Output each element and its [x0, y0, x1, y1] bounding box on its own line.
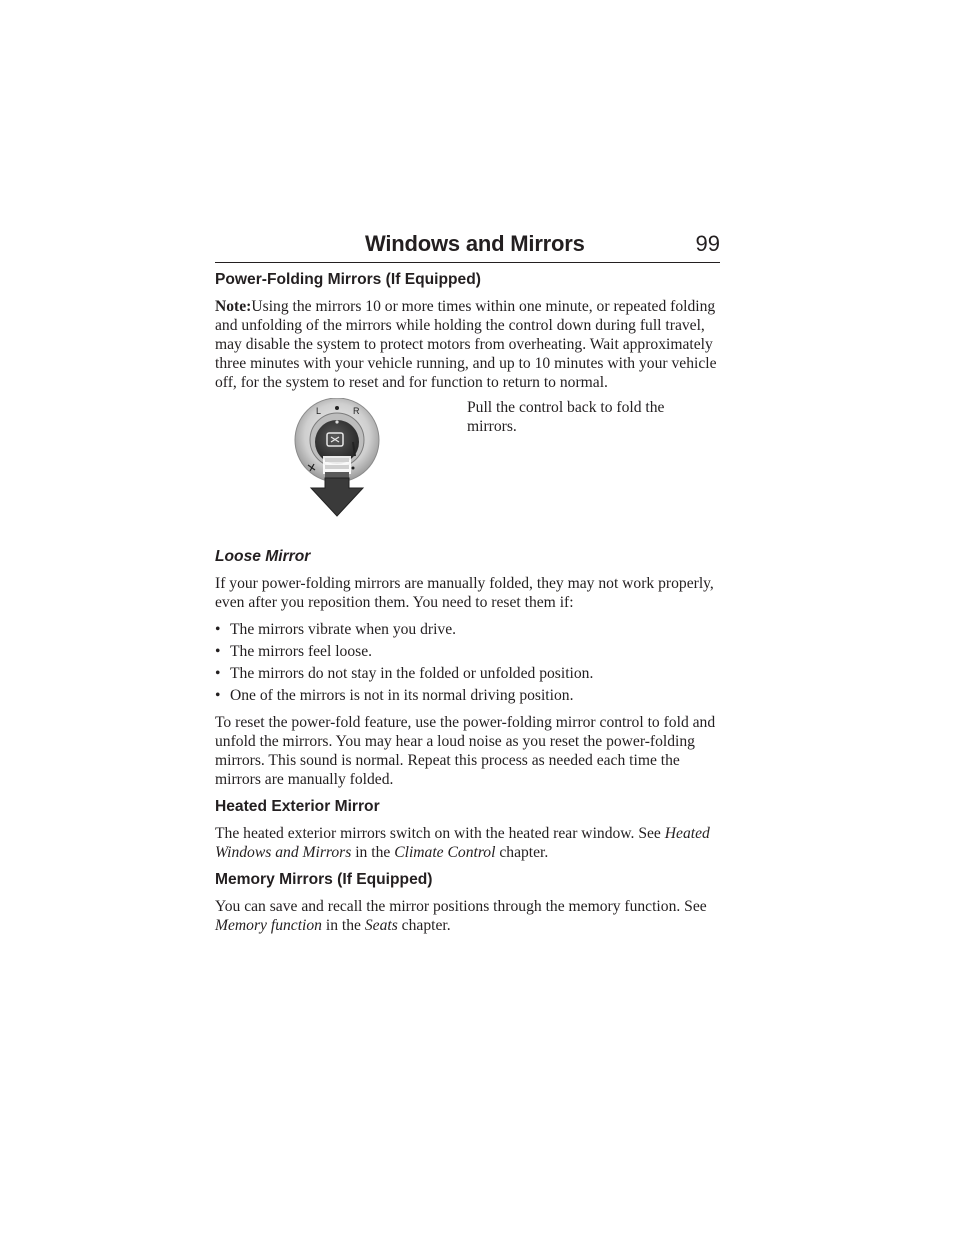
list-item-text: The mirrors do not stay in the folded or unfolded position. — [230, 665, 594, 682]
bullet: • — [215, 621, 221, 638]
section-heading-heated-mirror: Heated Exterior Mirror — [215, 798, 380, 815]
memory-mirrors-paragraph — [215, 897, 725, 935]
label-right: R — [353, 406, 360, 416]
page-header — [215, 228, 720, 263]
heated-mirror-paragraph — [215, 824, 725, 862]
note-label: Note: — [215, 298, 252, 315]
reset-paragraph: To reset the power-fold feature, use the power-folding mirror control to fold and unfold the mirrors. You may hear a loud noise as you reset the power-folding mirrors. This sound is normal. Repeat this process as needed each time the mirrors are manually folded. — [215, 714, 716, 788]
page-content — [215, 270, 725, 943]
chapter-reference: Seats — [364, 917, 398, 934]
section-heading-power-folding: Power-Folding Mirrors (If Equipped) — [215, 271, 481, 288]
text-run: You can save and recall the mirror positions through the memory function. See — [215, 898, 707, 915]
bullet: • — [215, 643, 221, 660]
section-heading-loose-mirror: Loose Mirror — [215, 548, 311, 565]
text-run: in the — [351, 844, 395, 861]
list-item — [215, 686, 725, 705]
section-heading-memory-mirrors: Memory Mirrors (If Equipped) — [215, 871, 433, 888]
list-item-text: The mirrors vibrate when you drive. — [230, 621, 457, 638]
page-number: 99 — [695, 231, 720, 256]
loose-mirror-list — [215, 620, 725, 705]
cross-reference: Heated Windows and Mirrors — [215, 825, 710, 861]
list-item — [215, 620, 725, 639]
cross-reference: Memory function — [215, 917, 322, 934]
bullet: • — [215, 687, 221, 704]
bullet: • — [215, 665, 221, 682]
text-run: chapter. — [397, 917, 451, 934]
mirror-control-illustration — [293, 398, 385, 520]
note-text: Using the mirrors 10 or more times within one minute, or repeated folding and unfolding of the mirrors while holding the control down during full travel, may disable the system to protect motors from overheating. Wait approximately three minutes with your vehicle running, and up to 10 minutes with your vehicle off, for the system to reset and for function to return to normal. — [215, 298, 717, 391]
figure-row — [215, 398, 725, 538]
figure-caption: Pull the control back to fold the mirrors. — [467, 399, 665, 435]
chapter-title: Windows and Mirrors — [365, 231, 585, 256]
note-paragraph — [215, 297, 725, 392]
chapter-reference: Climate Control — [394, 844, 496, 861]
text-run: The heated exterior mirrors switch on with the heated rear window. See — [215, 825, 665, 842]
list-item-text: One of the mirrors is not in its normal driving position. — [230, 687, 574, 704]
text-run: in the — [321, 917, 365, 934]
list-item — [215, 664, 725, 683]
list-item — [215, 642, 725, 661]
label-left: L — [316, 406, 322, 416]
text-run: chapter. — [495, 844, 549, 861]
list-item-text: The mirrors feel loose. — [230, 643, 373, 660]
loose-mirror-intro: If your power-folding mirrors are manually folded, they may not work properly, even after you reposition them. You need to reset them if: — [215, 575, 714, 611]
